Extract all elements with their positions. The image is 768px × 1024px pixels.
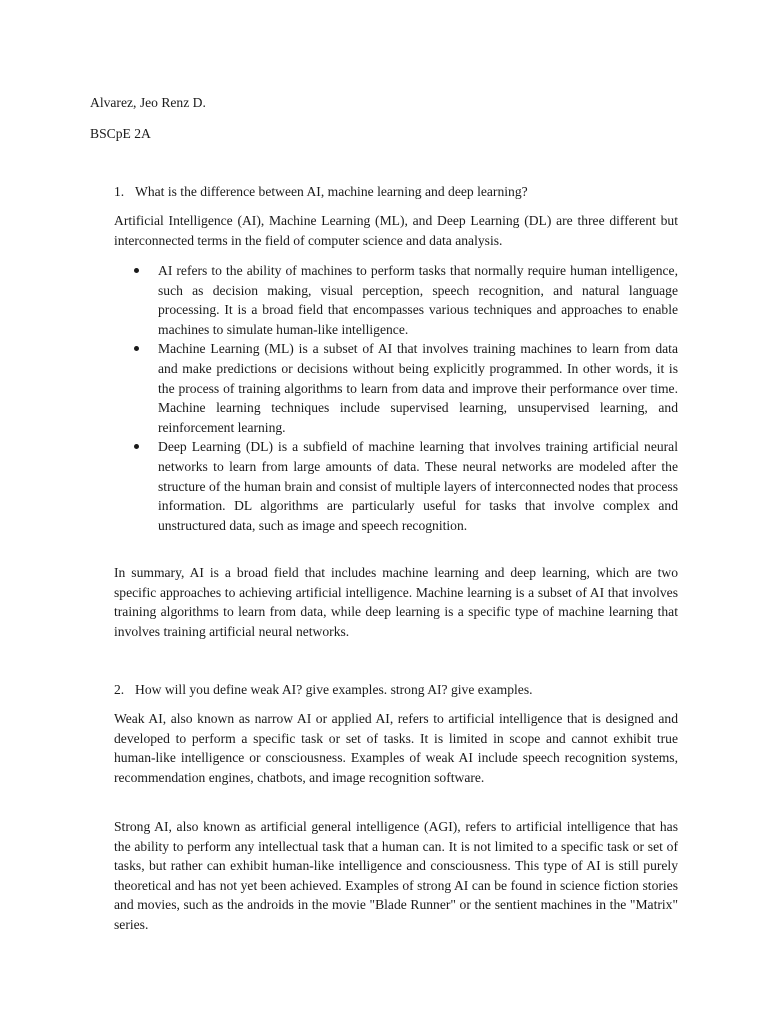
bullet-item-dl (130, 437, 678, 535)
question-1-intro: Artificial Intelligence (AI), Machine Learning (ML), and Deep Learning (DL) are three different but interconnected terms in the field of computer science and data analysis. (114, 213, 678, 248)
bullet-text: AI refers to the ability of machines to perform tasks that normally require human intelligence, such as decision making, visual perception, speech recognition, and natural language processing. It is a broad field that encompasses various techniques and approaches to enable machines to simulate human-like intelligence. (158, 263, 678, 337)
strong-ai-paragraph: Strong AI, also known as artificial general intelligence (AGI), refers to artificial intelligence that has the ability to perform any intellectual task that a human can. It is not limited to a specific task or set of tasks, but rather can exhibit human-like intelligence and consciousness. This type of AI is still purely theoretical and has not yet been achieved. Examples of strong AI can be found in science fiction stories and movies, such as the androids in the movie "Blade Runner" or the sentient machines in the "Matrix" series. (114, 819, 678, 932)
question-1 (114, 182, 678, 202)
question-1-text: What is the difference between AI, machine learning and deep learning? (135, 184, 528, 199)
question-2-number: 2. (114, 682, 125, 697)
bullet-item-ai (130, 261, 678, 339)
bullet-icon (134, 444, 139, 449)
student-name: Alvarez, Jeo Renz D. (90, 95, 206, 110)
bullet-item-ml (130, 339, 678, 437)
bullet-icon (134, 346, 139, 351)
question-2-text: How will you define weak AI? give examples. strong AI? give examples. (135, 682, 533, 697)
question-1-summary: In summary, AI is a broad field that includes machine learning and deep learning, which are two specific approaches to achieving artificial intelligence. Machine learning is a subset of AI that involves training algorithms to learn from data, while deep learning is a specific type of machine learning that involves training artificial neural networks. (114, 565, 678, 639)
student-section: BSCpE 2A (90, 126, 151, 141)
bullet-text: Deep Learning (DL) is a subfield of machine learning that involves training artificial neural networks to learn from large amounts of data. These neural networks are modeled after the structure of the human brain and consist of multiple layers of interconnected nodes that process information. DL algorithms are particularly useful for tasks that involve complex and unstructured data, such as image and speech recognition. (158, 439, 678, 533)
question-2 (114, 680, 678, 700)
question-1-number: 1. (114, 184, 125, 199)
question-1-bullet-list (130, 261, 678, 535)
bullet-icon (134, 268, 139, 273)
bullet-text: Machine Learning (ML) is a subset of AI that involves training machines to learn from data and make predictions or decisions without being explicitly programmed. In other words, it is the process of training algorithms to learn from data and improve their performance over time. Machine learning techniques include supervised learning, unsupervised learning, and reinforcement learning. (158, 341, 678, 435)
weak-ai-paragraph: Weak AI, also known as narrow AI or applied AI, refers to artificial intelligence that is designed and developed to perform a specific task or set of tasks. It is limited in scope and cannot exhibit true human-like intelligence or consciousness. Examples of weak AI include speech recognition systems, recommendation engines, chatbots, and image recognition software. (114, 711, 678, 785)
